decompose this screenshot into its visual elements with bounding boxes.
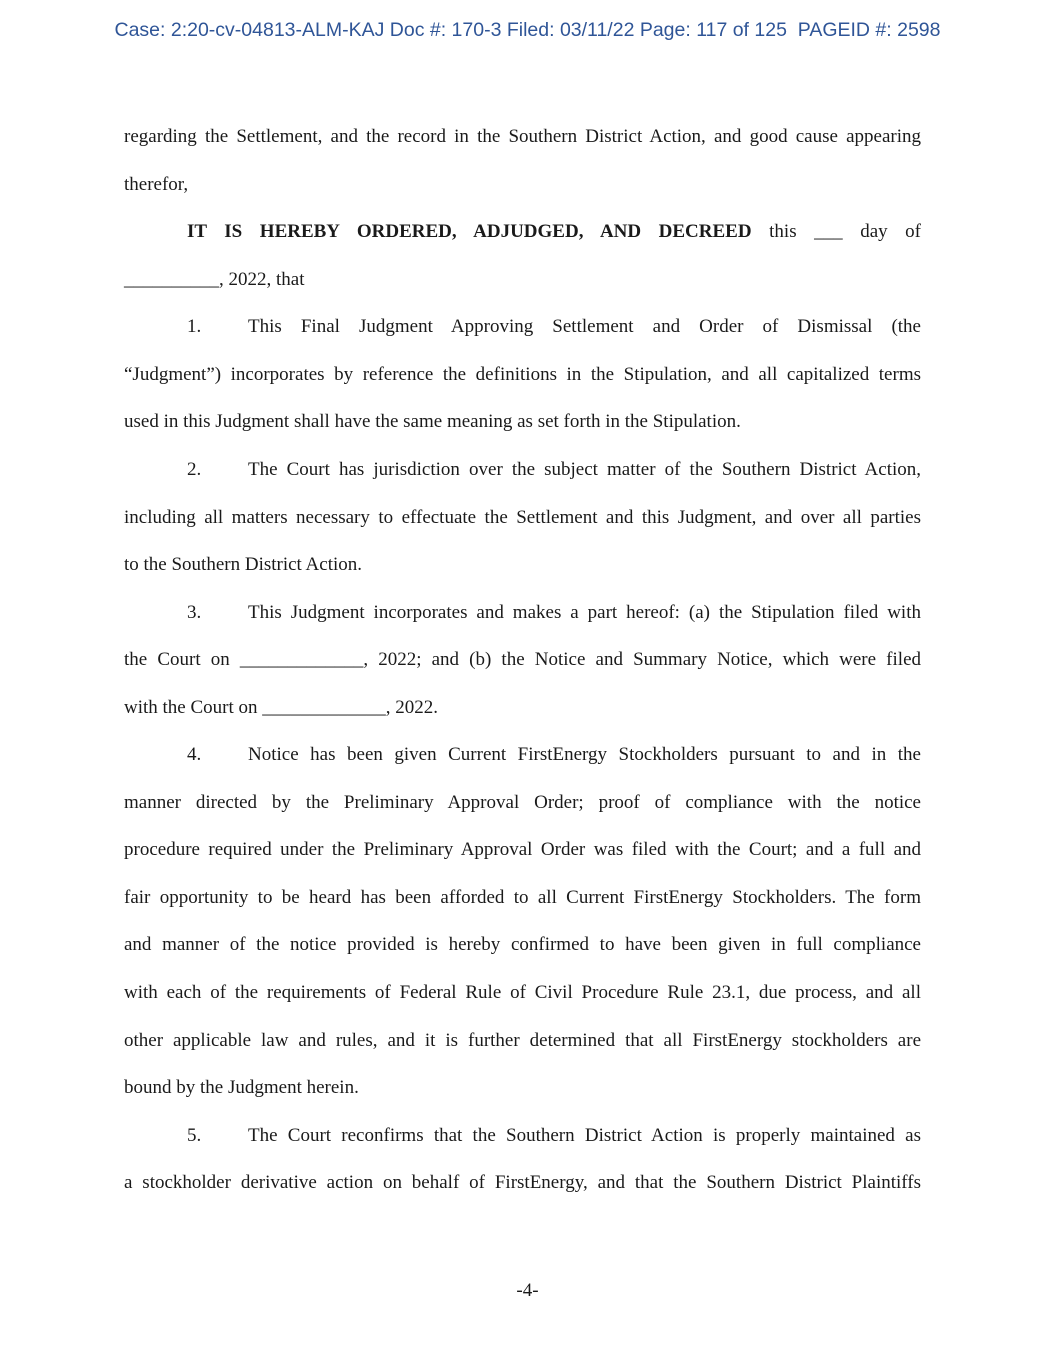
decree-rest-text: this ___ day of	[769, 221, 922, 242]
paragraph-1-line-3: used in this Judgment shall have the same meaning as set forth in the Stipulation.	[124, 411, 741, 432]
paragraph-4-number: 4.	[187, 744, 202, 765]
decree-line-2: __________, 2022, that	[124, 269, 305, 290]
case-header: Case: 2:20-cv-04813-ALM-KAJ Doc #: 170-3 Filed: 03/11/22 Page: 117 of 125 PAGEID #: 2598	[114, 19, 941, 41]
paragraph-4-line-1	[187, 743, 921, 767]
paragraph-4-text: Notice has been given Current FirstEnergy Stockholders pursuant to and in the	[248, 744, 921, 765]
paragraph-4-line-3: procedure required under the Preliminary Approval Order was filed with the Court; and a full and	[124, 839, 921, 860]
paragraph-2-line-1	[187, 458, 921, 482]
paragraph-1-line-2: “Judgment”) incorporates by reference the definitions in the Stipulation, and all capitalized terms	[124, 364, 921, 385]
paragraph-2-text: The Court has jurisdiction over the subject matter of the Southern District Action,	[248, 459, 921, 480]
page-number: -4-	[516, 1280, 539, 1301]
paragraph-2-line-2: including all matters necessary to effectuate the Settlement and this Judgment, and over all parties	[124, 507, 921, 528]
paragraph-2-line-3: to the Southern District Action.	[124, 554, 363, 575]
paragraph-4-line-5: and manner of the notice provided is hereby confirmed to have been given in full compliance	[124, 934, 921, 955]
paragraph-5-text: The Court reconfirms that the Southern District Action is properly maintained as	[248, 1125, 921, 1146]
decree-bold-text: IT IS HEREBY ORDERED, ADJUDGED, AND DECREED	[187, 221, 752, 242]
paragraph-4-line-4: fair opportunity to be heard has been afforded to all Current FirstEnergy Stockholders. The form	[124, 887, 921, 908]
paragraph-3-text: This Judgment incorporates and makes a part hereof: (a) the Stipulation filed with	[248, 602, 921, 623]
paragraph-5-line-2: a stockholder derivative action on behalf of FirstEnergy, and that the Southern District Plaintiffs	[124, 1172, 921, 1193]
intro-line-2: therefor,	[124, 174, 189, 195]
paragraph-4-line-8: bound by the Judgment herein.	[124, 1077, 359, 1098]
paragraph-3-line-1	[187, 601, 921, 625]
paragraph-1-number: 1.	[187, 316, 202, 337]
paragraph-3-line-2: the Court on _____________, 2022; and (b) the Notice and Summary Notice, which were filed	[124, 649, 921, 670]
paragraph-5-line-1	[187, 1124, 921, 1148]
decree-line-1	[187, 220, 921, 244]
paragraph-4-line-2: manner directed by the Preliminary Approval Order; proof of compliance with the notice	[124, 792, 921, 813]
paragraph-2-number: 2.	[187, 459, 202, 480]
paragraph-1-text: This Final Judgment Approving Settlement and Order of Dismissal (the	[248, 316, 921, 337]
paragraph-4-line-6: with each of the requirements of Federal Rule of Civil Procedure Rule 23.1, due process, and all	[124, 982, 921, 1003]
intro-line-1: regarding the Settlement, and the record in the Southern District Action, and good cause appearing	[124, 126, 921, 147]
paragraph-5-number: 5.	[187, 1125, 202, 1146]
paragraph-3-line-3: with the Court on _____________, 2022.	[124, 697, 439, 718]
paragraph-1-line-1	[187, 315, 921, 339]
paragraph-4-line-7: other applicable law and rules, and it is further determined that all FirstEnergy stockholders are	[124, 1030, 921, 1051]
paragraph-3-number: 3.	[187, 602, 202, 623]
